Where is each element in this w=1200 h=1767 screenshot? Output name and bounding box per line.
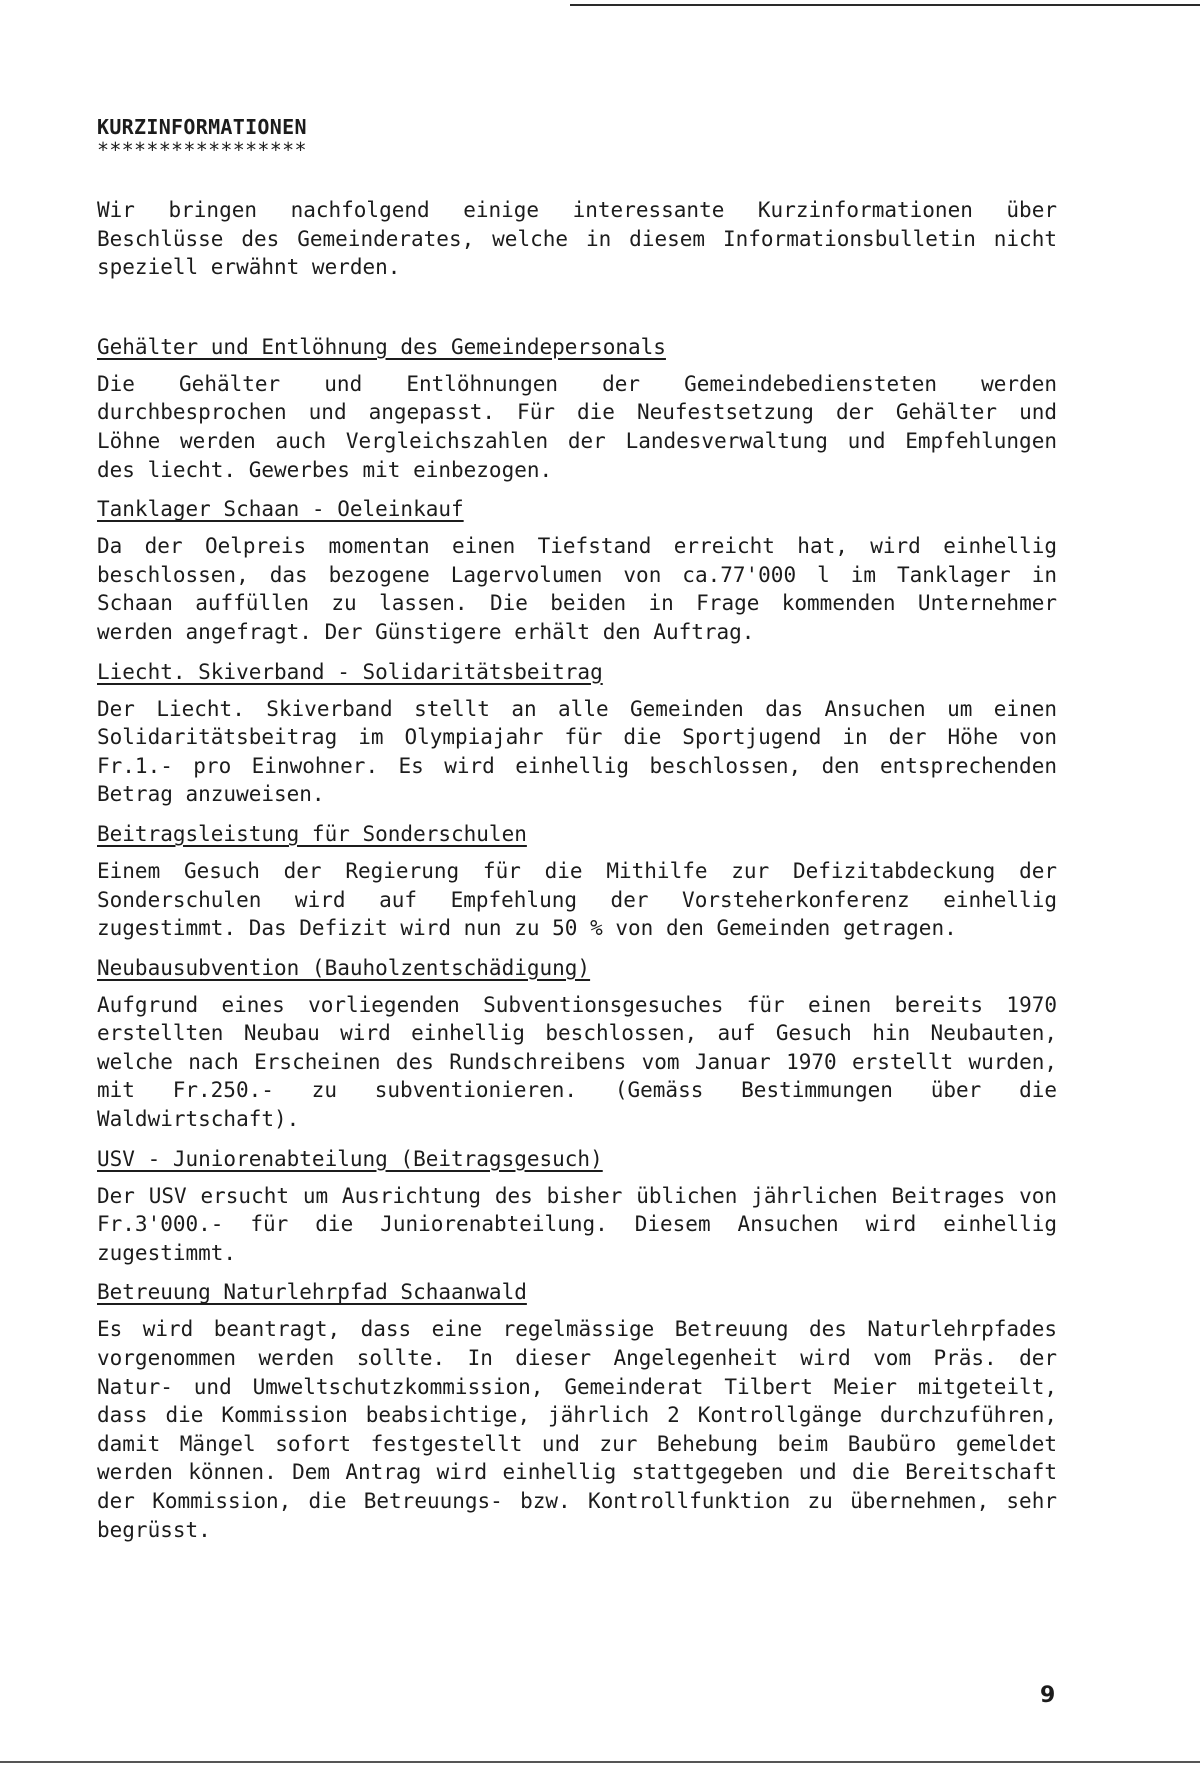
section-heading: Betreuung Naturlehrpfad Schaanwald — [97, 1280, 527, 1305]
section-body: Es wird beantragt, dass eine regelmässige Betreuung des Naturlehrpfades vorgenommen werden sollte. In dieser Angelegenheit wird vom Präs. der Natur- und Umweltschutzkommission, Gemeinderat Tilbert Meier mitgeteilt, dass die Kommission beabsichtige, jährlich 2 Kontrollgänge durchzuführen, damit Mängel sofort festgestellt und zur Behebung beim Baubüro gemeldet werden können. Dem Antrag wird einhellig stattgegeben und die Bereitschaft der Kommission, die Betreuungs- bzw. Kontrollfunktion zu übernehmen, sehr begrüsst. — [97, 1317, 1057, 1542]
section-body: Aufgrund eines vorliegenden Subventionsgesuches für einen bereits 1970 erstellten Neubau wird einhellig beschlossen, auf Gesuch hin Neubauten, welche nach Erscheinen des Rundschreibens vom Januar 1970 erstellt wurden, mit Fr.250.- zu subventionieren. (Gemäss Bestimmungen über die Waldwirtschaft). — [97, 992, 1057, 1132]
section-body: Einem Gesuch der Regierung für die Mithilfe zur Defizitabdeckung der Sonderschulen wird auf Empfehlung der Vorsteherkonferenz einhellig zugestimmt. Das Defizit wird nun zu 50 % von den Gemeinden getragen. — [97, 858, 1057, 941]
document-body — [97, 114, 1057, 1556]
section-heading: Tanklager Schaan - Oeleinkauf — [97, 497, 464, 522]
section-heading: Gehälter und Entlöhnung des Gemeindepersonals — [97, 334, 666, 359]
section-heading: Liecht. Skiverband - Solidaritätsbeitrag — [97, 659, 603, 684]
section-usv — [97, 1146, 1057, 1268]
scan-edge-top — [570, 4, 1200, 6]
page-title: KURZINFORMATIONEN — [97, 115, 307, 139]
section-neubausubvention — [97, 955, 1057, 1134]
section-body: Der USV ersucht um Ausrichtung des bisher üblichen jährlichen Beitrages von Fr.3'000.- für die Juniorenabteilung. Diesem Ansuchen wird einhellig zugestimmt. — [97, 1183, 1057, 1265]
section-heading: Beitragsleistung für Sonderschulen — [97, 821, 527, 846]
section-skiverband — [97, 659, 1057, 809]
section-gehaelter — [97, 334, 1057, 484]
title-asterisk-rule: ***************** — [97, 138, 307, 162]
section-heading: Neubausubvention (Bauholzentschädigung) — [97, 955, 591, 980]
intro-paragraph: Wir bringen nachfolgend einige interessante Kurzinformationen über Beschlüsse des Gemeinderates, welche in diesem Informationsbulletin nicht speziell erwähnt werden. — [97, 198, 1057, 280]
section-naturlehrpfad — [97, 1279, 1057, 1544]
page-number: 9 — [1040, 1683, 1056, 1708]
section-heading: USV - Juniorenabteilung (Beitragsgesuch) — [97, 1146, 603, 1171]
section-sonderschulen — [97, 821, 1057, 943]
section-body: Da der Oelpreis momentan einen Tiefstand erreicht hat, wird einhellig beschlossen, das bezogene Lagervolumen von ca.77'000 l im Tanklager in Schaan auffüllen zu lassen. Die beiden in Frage kommenden Unternehmer werden angefragt. Der Günstigere erhält den Auftrag. — [97, 534, 1057, 644]
section-tanklager — [97, 496, 1057, 646]
scan-edge-bottom — [0, 1761, 1200, 1763]
section-body: Der Liecht. Skiverband stellt an alle Gemeinden das Ansuchen um einen Solidaritätsbeitrag im Olympiajahr für die Sportjugend in der Höhe von Fr.1.- pro Einwohner. Es wird einhellig beschlossen, den entsprechenden Betrag anzuweisen. — [97, 696, 1057, 807]
section-body: Die Gehälter und Entlöhnungen der Gemeindebediensteten werden durchbesprochen und angepasst. Für die Neufestsetzung der Gehälter und Löhne werden auch Vergleichszahlen der Landesverwaltung und Empfehlungen des liecht. Gewerbes mit einbezogen. — [97, 371, 1057, 482]
